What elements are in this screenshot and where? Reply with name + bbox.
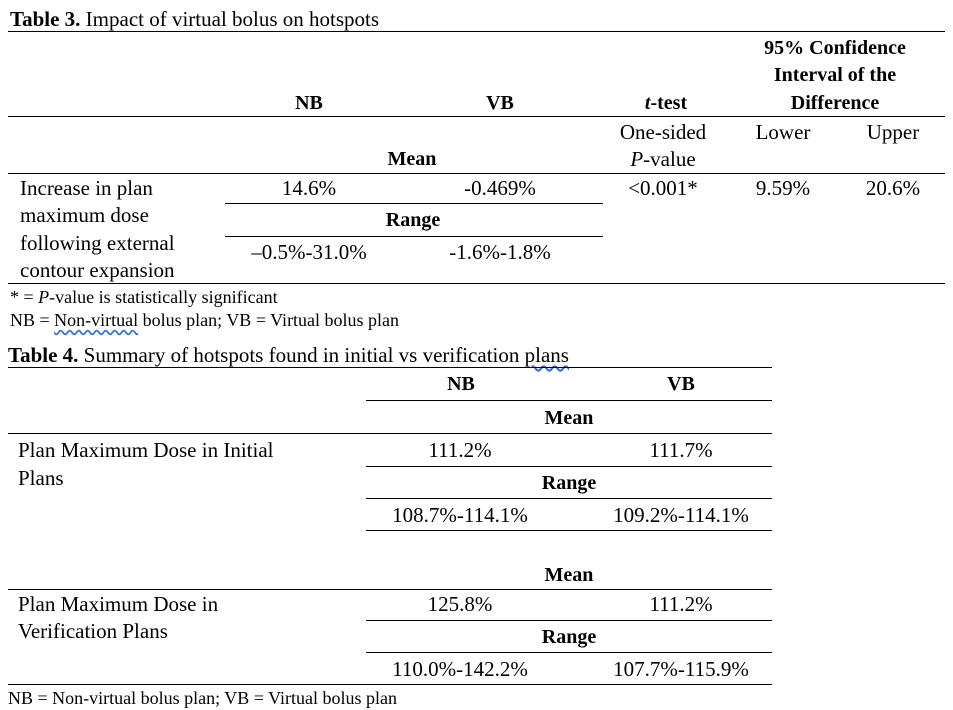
table3-subheader-rule <box>8 173 945 174</box>
table3-lower-cell: 9.59% <box>755 176 811 200</box>
table3-header-ci-2: Interval of the <box>773 64 897 86</box>
table4-g2-vb-range: 107.7%-115.9% <box>613 657 749 681</box>
table4-g1-nb-mean: 111.2% <box>428 438 492 462</box>
table3-footnote-1 <box>10 288 278 306</box>
table3-row-label-4: contour expansion <box>20 258 175 282</box>
table3-pvalue <box>630 149 695 170</box>
table4-top-rule <box>8 367 772 368</box>
footnote2-post: bolus plan; VB = Virtual bolus plan <box>138 310 400 330</box>
table4-g1-label-1: Plan Maximum Dose in Initial <box>18 438 274 462</box>
table4-g1-vb-range: 109.2%-114.1% <box>613 503 749 527</box>
footnote2-pre: NB = <box>10 310 55 330</box>
table4-header-rule <box>366 400 772 401</box>
table4-g1-vb-mean: 111.7% <box>649 438 713 462</box>
table4-g2-nb-range: 110.0%-142.2% <box>392 657 528 681</box>
table4-g2-range-bottom-rule <box>366 652 772 653</box>
table4-g1-range-top-rule <box>366 466 772 467</box>
table4-g1-bottom-rule <box>366 530 772 531</box>
ttest-rest: -test <box>650 92 688 114</box>
table3-one-sided: One-sided <box>619 120 707 144</box>
table3-top-rule <box>8 31 945 32</box>
table3-vb-range: -1.6%-1.8% <box>449 240 551 264</box>
table3-header-nb: NB <box>295 92 323 114</box>
footnote2-underlined: Non-virtual <box>54 310 139 330</box>
table3-mean: Mean <box>387 148 437 170</box>
table3-lower: Lower <box>755 120 811 144</box>
table4-caption-underlined: plans <box>524 343 569 367</box>
table3-upper: Upper <box>866 120 920 144</box>
table4-g2-mean: Mean <box>544 564 594 586</box>
table3-caption-text: Impact of virtual bolus on hotspots <box>80 7 380 31</box>
footnote1-pre: * = <box>10 287 39 307</box>
table3-range-top-rule <box>225 203 603 204</box>
table3-header-rule <box>8 116 945 117</box>
table3-vb-mean: -0.469% <box>464 176 536 200</box>
table3-caption <box>10 9 379 30</box>
table3-upper-cell: 20.6% <box>865 176 921 200</box>
table4-g2-label-1: Plan Maximum Dose in <box>18 592 219 616</box>
table3-row-label-2: maximum dose <box>20 203 149 227</box>
table3-header-vb: VB <box>486 92 514 114</box>
table3-caption-label: Table 3. <box>10 7 81 31</box>
table4-g2-rule <box>8 589 772 590</box>
table4-bottom-rule <box>8 684 772 685</box>
table3-row-label-3: following external <box>20 231 175 255</box>
table4-header-vb: VB <box>667 373 695 395</box>
table4-g1-range: Range <box>541 472 597 494</box>
table3-header-ci-1: 95% Confidence <box>764 37 906 59</box>
table3-pvalue-cell: <0.001* <box>628 176 698 200</box>
table4-g2-nb-mean: 125.8% <box>427 592 493 616</box>
table4-footnote: NB = Non-virtual bolus plan; VB = Virtual bolus plan <box>8 688 398 708</box>
table4-g1-mean: Mean <box>544 407 594 429</box>
table3-nb-mean: 14.6% <box>281 176 337 200</box>
table4-g2-range-top-rule <box>366 620 772 621</box>
table3-row-label-1: Increase in plan <box>20 176 153 200</box>
table4-caption-label: Table 4. <box>8 343 79 367</box>
table4-g1-nb-range: 108.7%-114.1% <box>392 503 528 527</box>
table4-header-nb: NB <box>447 373 475 395</box>
table4-g1-label-2: Plans <box>18 466 64 490</box>
footnote1-italic: P <box>38 287 50 307</box>
table3-range: Range <box>385 209 441 231</box>
ttest-italic: t <box>644 92 651 114</box>
table3-header-ci-3: Difference <box>790 92 880 114</box>
footnote1-post: -value is statistically significant <box>49 287 278 307</box>
table4-g2-range: Range <box>541 626 597 648</box>
pvalue-italic: P <box>630 147 644 171</box>
pvalue-rest: -value <box>643 147 696 171</box>
table3-nb-range: –0.5%-31.0% <box>251 240 367 264</box>
table3-range-bottom-rule <box>225 236 603 237</box>
table3-header-ttest <box>645 93 687 113</box>
table4-caption-text: Summary of hotspots found in initial vs verification <box>78 343 525 367</box>
table3-footnote-2 <box>10 311 399 329</box>
table4-g2-label-2: Verification Plans <box>18 619 168 643</box>
table4-g2-vb-mean: 111.2% <box>649 592 713 616</box>
table3-bottom-rule <box>8 283 945 284</box>
table4-g1-rule <box>8 433 772 434</box>
table4-caption <box>8 345 569 366</box>
table4-g1-range-bottom-rule <box>366 498 772 499</box>
